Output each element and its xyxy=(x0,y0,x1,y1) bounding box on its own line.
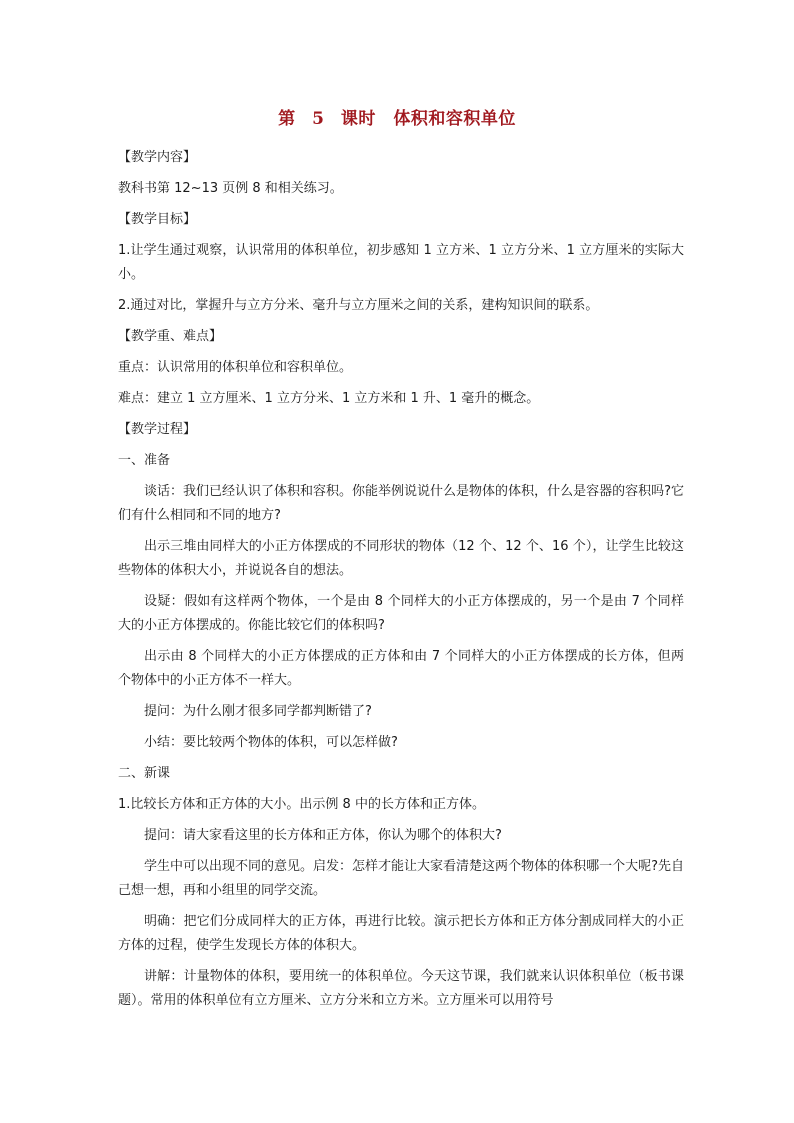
paragraph: 重点：认识常用的体积单位和容积单位。 xyxy=(118,360,353,375)
lesson-title: 第 5 课时 体积和容积单位 xyxy=(278,109,516,129)
paragraph: 【教学内容】 xyxy=(118,150,197,165)
paragraph: 出示三堆由同样大的小正方体摆成的不同形状的物体（12 个、12 个、16 个），让学生比较这些物体的体积大小，并说说各自的想法。 xyxy=(118,539,684,578)
paragraph: 二、新课 xyxy=(118,766,171,781)
paragraph: 出示由 8 个同样大的小正方体摆成的正方体和由 7 个同样大的小正方体摆成的长方体，但两个物体中的小正方体不一样大。 xyxy=(118,649,684,688)
paragraph: 明确：把它们分成同样大的正方体，再进行比较。演示把长方体和正方体分割成同样大的小正方体的过程，使学生发现长方体的体积大。 xyxy=(118,914,684,953)
paragraph: 1.让学生通过观察，认识常用的体积单位，初步感知 1 立方米、1 立方分米、1 立方厘米的实际大小。 xyxy=(118,243,684,282)
paragraph: 【教学目标】 xyxy=(118,212,197,227)
paragraph: 2.通过对比，掌握升与立方分米、毫升与立方厘米之间的关系，建构知识间的联系。 xyxy=(118,298,599,313)
paragraph: 难点：建立 1 立方厘米、1 立方分米、1 立方米和 1 升、1 毫升的概念。 xyxy=(118,391,540,406)
paragraph: 【教学重、难点】 xyxy=(118,329,223,344)
paragraph: 学生中可以出现不同的意见。启发：怎样才能让大家看清楚这两个物体的体积哪一个大呢?先自己想一想，再和小组里的同学交流。 xyxy=(118,859,684,898)
paragraph: 教科书第 12~13 页例 8 和相关练习。 xyxy=(118,181,343,196)
paragraph: 讲解：计量物体的体积，要用统一的体积单位。今天这节课，我们就来认识体积单位（板书课题）。常用的体积单位有立方厘米、立方分米和立方米。立方厘米可以用符号 xyxy=(118,969,684,1008)
paragraph: 设疑：假如有这样两个物体，一个是由 8 个同样大的小正方体摆成的，另一个是由 7 个同样大的小正方体摆成的。你能比较它们的体积吗? xyxy=(118,594,684,633)
paragraph: 提问：请大家看这里的长方体和正方体，你认为哪个的体积大? xyxy=(144,828,502,843)
paragraph: 小结：要比较两个物体的体积，可以怎样做? xyxy=(144,735,398,750)
lesson-body xyxy=(118,146,684,1020)
paragraph: 【教学过程】 xyxy=(118,422,197,437)
paragraph: 谈话：我们已经认识了体积和容积。你能举例说说什么是物体的体积，什么是容器的容积吗?它们有什么相同和不同的地方? xyxy=(118,484,684,523)
paragraph: 1.比较长方体和正方体的大小。出示例 8 中的长方体和正方体。 xyxy=(118,797,485,812)
paragraph: 一、准备 xyxy=(118,453,171,468)
paragraph: 提问：为什么刚才很多同学都判断错了? xyxy=(144,704,372,719)
